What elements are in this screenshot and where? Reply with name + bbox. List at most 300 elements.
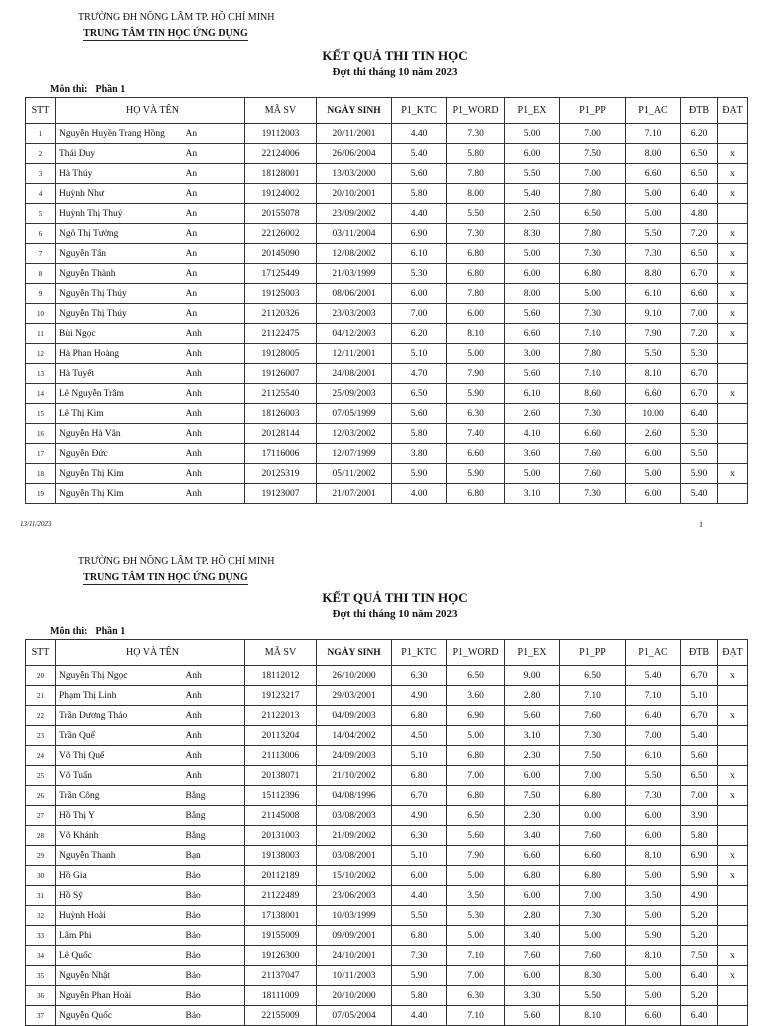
ma-sv-cell: 17138001	[245, 906, 317, 926]
dtb-cell: 6.40	[681, 1006, 718, 1026]
p1-pp-cell: 6.50	[560, 204, 626, 224]
ho-cell: Huỳnh Thị Thuý	[56, 204, 186, 224]
ten-cell: Anh	[186, 726, 245, 746]
center-name: TRUNG TÂM TIN HỌC ỨNG DỤNG	[83, 28, 248, 39]
p1-ex-cell: 3.10	[505, 484, 560, 504]
p1-ac-cell: 7.00	[626, 726, 681, 746]
p1-word-cell: 3.50	[447, 886, 505, 906]
p1-ex-cell: 7.60	[505, 946, 560, 966]
col-p1-word: P1_WORD	[447, 98, 505, 124]
p1-ktc-cell: 4.40	[392, 124, 447, 144]
p1-word-cell: 7.10	[447, 1006, 505, 1026]
ten-cell: An	[186, 224, 245, 244]
stt-cell: 1	[26, 124, 56, 144]
p1-pp-cell: 7.60	[560, 464, 626, 484]
p1-ex-cell: 2.50	[505, 204, 560, 224]
p1-pp-cell: 6.80	[560, 786, 626, 806]
subject-line	[50, 626, 125, 637]
p1-ac-cell: 7.10	[626, 686, 681, 706]
p1-ex-cell: 6.60	[505, 846, 560, 866]
dat-cell	[718, 726, 748, 746]
p1-pp-cell: 8.60	[560, 384, 626, 404]
dat-cell: x	[718, 706, 748, 726]
p1-pp-cell: 7.00	[560, 124, 626, 144]
ma-sv-cell: 22155009	[245, 1006, 317, 1026]
p1-ktc-cell: 3.80	[392, 444, 447, 464]
p1-ex-cell: 2.30	[505, 746, 560, 766]
ma-sv-cell: 18128001	[245, 164, 317, 184]
p1-ac-cell: 6.00	[626, 826, 681, 846]
p1-pp-cell: 7.60	[560, 706, 626, 726]
p1-pp-cell: 7.60	[560, 946, 626, 966]
p1-ktc-cell: 5.60	[392, 404, 447, 424]
ten-cell: Bảo	[186, 986, 245, 1006]
p1-pp-cell: 7.60	[560, 826, 626, 846]
p1-ex-cell: 3.40	[505, 926, 560, 946]
ho-cell: Nguyễn Thị Kim	[56, 464, 186, 484]
dtb-cell: 5.40	[681, 484, 718, 504]
ngay-sinh-cell: 03/11/2004	[317, 224, 392, 244]
p1-pp-cell: 6.60	[560, 846, 626, 866]
table-row	[26, 866, 748, 886]
col-dtb: ĐTB	[681, 640, 718, 666]
p1-ac-cell: 5.00	[626, 966, 681, 986]
ngay-sinh-cell: 26/06/2004	[317, 144, 392, 164]
ma-sv-cell: 20112189	[245, 866, 317, 886]
col-dtb: ĐTB	[681, 98, 718, 124]
p1-pp-cell: 7.30	[560, 304, 626, 324]
p1-word-cell: 6.30	[447, 986, 505, 1006]
p1-word-cell: 5.60	[447, 826, 505, 846]
p1-ac-cell: 5.90	[626, 926, 681, 946]
ngay-sinh-cell: 24/09/2003	[317, 746, 392, 766]
ngay-sinh-cell: 21/10/2002	[317, 766, 392, 786]
p1-ex-cell: 2.80	[505, 686, 560, 706]
stt-cell: 3	[26, 164, 56, 184]
p1-ex-cell: 6.00	[505, 886, 560, 906]
ho-cell: Nguyễn Quốc	[56, 1006, 186, 1026]
ten-cell: Anh	[186, 686, 245, 706]
p1-pp-cell: 5.50	[560, 986, 626, 1006]
p1-word-cell: 6.00	[447, 304, 505, 324]
ho-cell: Hồ Thị Y	[56, 806, 186, 826]
ma-sv-cell: 18111009	[245, 986, 317, 1006]
ma-sv-cell: 21120326	[245, 304, 317, 324]
p1-ktc-cell: 7.00	[392, 304, 447, 324]
ten-cell: Anh	[186, 746, 245, 766]
dtb-cell: 7.00	[681, 304, 718, 324]
p1-ktc-cell: 5.80	[392, 986, 447, 1006]
ngay-sinh-cell: 14/04/2002	[317, 726, 392, 746]
p1-ac-cell: 6.10	[626, 746, 681, 766]
p1-pp-cell: 5.00	[560, 284, 626, 304]
p1-ktc-cell: 6.90	[392, 224, 447, 244]
dtb-cell: 6.70	[681, 264, 718, 284]
p1-ac-cell: 8.10	[626, 364, 681, 384]
col-ma-sv: MÃ SV	[245, 640, 317, 666]
ten-cell: An	[186, 264, 245, 284]
ma-sv-cell: 19125003	[245, 284, 317, 304]
p1-ex-cell: 5.60	[505, 304, 560, 324]
ho-cell: Nguyễn Phan Hoài	[56, 986, 186, 1006]
p1-ac-cell: 10.00	[626, 404, 681, 424]
col-dat: ĐẠT	[718, 98, 748, 124]
institution-header	[78, 12, 275, 41]
stt-cell: 15	[26, 404, 56, 424]
ho-cell: Phạm Thị Linh	[56, 686, 186, 706]
p1-word-cell: 6.90	[447, 706, 505, 726]
ngay-sinh-cell: 10/03/1999	[317, 906, 392, 926]
p1-ktc-cell: 7.30	[392, 946, 447, 966]
stt-cell: 12	[26, 344, 56, 364]
ngay-sinh-cell: 08/06/2001	[317, 284, 392, 304]
p1-word-cell: 8.00	[447, 184, 505, 204]
stt-cell: 16	[26, 424, 56, 444]
p1-ex-cell: 5.00	[505, 124, 560, 144]
ho-cell: Trần Công	[56, 786, 186, 806]
ten-cell: Anh	[186, 324, 245, 344]
ma-sv-cell: 19112003	[245, 124, 317, 144]
dat-cell	[718, 364, 748, 384]
p1-ktc-cell: 5.30	[392, 264, 447, 284]
ho-cell: Huỳnh Như	[56, 184, 186, 204]
col-stt: STT	[26, 640, 56, 666]
ma-sv-cell: 21113006	[245, 746, 317, 766]
p1-ktc-cell: 4.90	[392, 686, 447, 706]
ngay-sinh-cell: 21/07/2001	[317, 484, 392, 504]
p1-pp-cell: 7.30	[560, 404, 626, 424]
p1-pp-cell: 7.30	[560, 906, 626, 926]
dat-cell	[718, 986, 748, 1006]
ho-cell: Nguyễn Thành	[56, 264, 186, 284]
dat-cell: x	[718, 766, 748, 786]
p1-word-cell: 5.00	[447, 926, 505, 946]
stt-cell: 19	[26, 484, 56, 504]
p1-pp-cell: 7.10	[560, 364, 626, 384]
p1-word-cell: 7.30	[447, 224, 505, 244]
report-title: KẾT QUẢ THI TIN HỌC	[322, 48, 468, 63]
p1-pp-cell: 7.30	[560, 484, 626, 504]
stt-cell: 31	[26, 886, 56, 906]
dat-cell	[718, 886, 748, 906]
dat-cell: x	[718, 304, 748, 324]
stt-cell: 23	[26, 726, 56, 746]
ngay-sinh-cell: 29/03/2001	[317, 686, 392, 706]
p1-ktc-cell: 5.80	[392, 424, 447, 444]
p1-ktc-cell: 5.10	[392, 846, 447, 866]
ngay-sinh-cell: 09/09/2001	[317, 926, 392, 946]
p1-ex-cell: 5.60	[505, 1006, 560, 1026]
p1-ex-cell: 6.10	[505, 384, 560, 404]
stt-cell: 6	[26, 224, 56, 244]
p1-ac-cell: 6.10	[626, 284, 681, 304]
p1-word-cell: 5.90	[447, 384, 505, 404]
p1-ac-cell: 5.50	[626, 344, 681, 364]
ngay-sinh-cell: 20/10/2001	[317, 184, 392, 204]
p1-pp-cell: 7.80	[560, 184, 626, 204]
p1-pp-cell: 7.10	[560, 324, 626, 344]
p1-ac-cell: 3.50	[626, 886, 681, 906]
p1-ex-cell: 6.60	[505, 324, 560, 344]
col-p1-word: P1_WORD	[447, 640, 505, 666]
table-row	[26, 484, 748, 504]
ma-sv-cell: 19138003	[245, 846, 317, 866]
p1-pp-cell: 7.30	[560, 244, 626, 264]
ten-cell: Bằng	[186, 826, 245, 846]
dat-cell: x	[718, 846, 748, 866]
ho-cell: Lê Nguyễn Trâm	[56, 384, 186, 404]
table-row	[26, 404, 748, 424]
p1-ktc-cell: 6.50	[392, 384, 447, 404]
ten-cell: Anh	[186, 666, 245, 686]
p1-word-cell: 5.80	[447, 144, 505, 164]
stt-cell: 4	[26, 184, 56, 204]
col-p1-pp: P1_PP	[560, 98, 626, 124]
ma-sv-cell: 21122013	[245, 706, 317, 726]
ma-sv-cell: 20131003	[245, 826, 317, 846]
table-row	[26, 846, 748, 866]
ngay-sinh-cell: 23/03/2003	[317, 304, 392, 324]
ten-cell: An	[186, 304, 245, 324]
ho-cell: Hà Thúy	[56, 164, 186, 184]
p1-word-cell: 6.80	[447, 484, 505, 504]
table-row	[26, 946, 748, 966]
table-row	[26, 384, 748, 404]
p1-ex-cell: 2.30	[505, 806, 560, 826]
dat-cell: x	[718, 324, 748, 344]
dat-cell	[718, 746, 748, 766]
dtb-cell: 5.50	[681, 444, 718, 464]
stt-cell: 18	[26, 464, 56, 484]
report-title: KẾT QUẢ THI TIN HỌC	[322, 590, 468, 605]
p1-word-cell: 7.80	[447, 284, 505, 304]
ten-cell: Bảo	[186, 926, 245, 946]
dat-cell	[718, 204, 748, 224]
dat-cell: x	[718, 284, 748, 304]
p1-ac-cell: 2.60	[626, 424, 681, 444]
p1-word-cell: 6.80	[447, 264, 505, 284]
table-row	[26, 344, 748, 364]
stt-cell: 37	[26, 1006, 56, 1026]
dtb-cell: 5.20	[681, 906, 718, 926]
p1-word-cell: 5.00	[447, 344, 505, 364]
dat-cell: x	[718, 224, 748, 244]
dat-cell: x	[718, 184, 748, 204]
dat-cell: x	[718, 264, 748, 284]
stt-cell: 29	[26, 846, 56, 866]
p1-pp-cell: 6.80	[560, 866, 626, 886]
subject-value: Phần 1	[95, 84, 126, 95]
ngay-sinh-cell: 24/08/2001	[317, 364, 392, 384]
p1-ex-cell: 9.00	[505, 666, 560, 686]
col-ngay-sinh: NGÀY SINH	[317, 640, 392, 666]
stt-cell: 33	[26, 926, 56, 946]
p1-word-cell: 7.10	[447, 946, 505, 966]
p1-ac-cell: 5.40	[626, 666, 681, 686]
ten-cell: Bảo	[186, 946, 245, 966]
table-row	[26, 144, 748, 164]
dtb-cell: 4.80	[681, 204, 718, 224]
p1-ktc-cell: 5.10	[392, 746, 447, 766]
p1-word-cell: 5.90	[447, 464, 505, 484]
table-row	[26, 464, 748, 484]
ngay-sinh-cell: 10/11/2003	[317, 966, 392, 986]
dtb-cell: 6.50	[681, 164, 718, 184]
ten-cell: Bảo	[186, 866, 245, 886]
p1-word-cell: 7.90	[447, 846, 505, 866]
p1-ktc-cell: 5.50	[392, 906, 447, 926]
dtb-cell: 6.50	[681, 244, 718, 264]
p1-word-cell: 5.50	[447, 204, 505, 224]
ho-cell: Nguyễn Thị Kim	[56, 484, 186, 504]
p1-word-cell: 6.50	[447, 666, 505, 686]
report-subtitle: Đợt thi tháng 10 năm 2023	[332, 608, 458, 620]
p1-word-cell: 6.30	[447, 404, 505, 424]
stt-cell: 14	[26, 384, 56, 404]
table-row	[26, 1006, 748, 1026]
ma-sv-cell: 22126002	[245, 224, 317, 244]
table-row	[26, 706, 748, 726]
p1-ex-cell: 7.50	[505, 786, 560, 806]
dat-cell: x	[718, 966, 748, 986]
p1-ktc-cell: 4.40	[392, 886, 447, 906]
dtb-cell: 6.70	[681, 706, 718, 726]
ngay-sinh-cell: 04/09/2003	[317, 706, 392, 726]
dat-cell	[718, 826, 748, 846]
results-table	[25, 97, 748, 504]
ngay-sinh-cell: 04/08/1996	[317, 786, 392, 806]
table-row	[26, 124, 748, 144]
table-row	[26, 786, 748, 806]
ngay-sinh-cell: 15/10/2002	[317, 866, 392, 886]
table-row	[26, 244, 748, 264]
ten-cell: An	[186, 144, 245, 164]
p1-ktc-cell: 6.00	[392, 866, 447, 886]
dat-cell	[718, 484, 748, 504]
stt-cell: 26	[26, 786, 56, 806]
p1-ex-cell: 5.00	[505, 464, 560, 484]
p1-pp-cell: 7.00	[560, 766, 626, 786]
ho-cell: Hồ Gia	[56, 866, 186, 886]
stt-cell: 34	[26, 946, 56, 966]
p1-ex-cell: 6.00	[505, 766, 560, 786]
table-header	[26, 640, 748, 666]
school-name: TRƯỜNG ĐH NÔNG LÂM TP. HỒ CHÍ MINH	[78, 556, 275, 567]
ngay-sinh-cell: 24/10/2001	[317, 946, 392, 966]
p1-word-cell: 5.00	[447, 726, 505, 746]
ma-sv-cell: 17116006	[245, 444, 317, 464]
ten-cell: Anh	[186, 484, 245, 504]
p1-ex-cell: 6.00	[505, 144, 560, 164]
ten-cell: Anh	[186, 344, 245, 364]
p1-ac-cell: 8.80	[626, 264, 681, 284]
p1-word-cell: 6.80	[447, 746, 505, 766]
stt-cell: 36	[26, 986, 56, 1006]
ngay-sinh-cell: 26/10/2000	[317, 666, 392, 686]
table-row	[26, 184, 748, 204]
ten-cell: Anh	[186, 424, 245, 444]
p1-ac-cell: 7.30	[626, 786, 681, 806]
p1-ex-cell: 3.40	[505, 826, 560, 846]
p1-ktc-cell: 5.90	[392, 464, 447, 484]
stt-cell: 21	[26, 686, 56, 706]
p1-ktc-cell: 5.60	[392, 164, 447, 184]
table-row	[26, 746, 748, 766]
ma-sv-cell: 19123007	[245, 484, 317, 504]
p1-ktc-cell: 6.00	[392, 284, 447, 304]
p1-pp-cell: 6.60	[560, 424, 626, 444]
dtb-cell: 5.40	[681, 726, 718, 746]
p1-ex-cell: 5.60	[505, 706, 560, 726]
ho-cell: Nguyễn Tấn	[56, 244, 186, 264]
ten-cell: Bảo	[186, 906, 245, 926]
p1-ac-cell: 8.00	[626, 144, 681, 164]
p1-ktc-cell: 5.80	[392, 184, 447, 204]
p1-ex-cell: 5.40	[505, 184, 560, 204]
dtb-cell: 7.00	[681, 786, 718, 806]
table-header	[26, 98, 748, 124]
ma-sv-cell: 18126003	[245, 404, 317, 424]
col-stt: STT	[26, 98, 56, 124]
ngay-sinh-cell: 12/08/2002	[317, 244, 392, 264]
stt-cell: 22	[26, 706, 56, 726]
subject-label: Môn thi:	[50, 626, 88, 637]
ma-sv-cell: 20125319	[245, 464, 317, 484]
dat-cell: x	[718, 464, 748, 484]
p1-ktc-cell: 4.70	[392, 364, 447, 384]
p1-ex-cell: 2.80	[505, 906, 560, 926]
ngay-sinh-cell: 20/11/2001	[317, 124, 392, 144]
dtb-cell: 6.40	[681, 404, 718, 424]
ngay-sinh-cell: 25/09/2003	[317, 384, 392, 404]
ho-cell: Võ Thị Quế	[56, 746, 186, 766]
ten-cell: Bảo	[186, 1006, 245, 1026]
ten-cell: An	[186, 124, 245, 144]
ma-sv-cell: 22124006	[245, 144, 317, 164]
p1-ktc-cell: 6.10	[392, 244, 447, 264]
col-ho-va-ten: HỌ VÀ TÊN	[56, 640, 245, 666]
p1-ac-cell: 6.00	[626, 484, 681, 504]
ma-sv-cell: 21122489	[245, 886, 317, 906]
ho-cell: Nguyễn Đức	[56, 444, 186, 464]
dtb-cell: 6.70	[681, 384, 718, 404]
dtb-cell: 6.40	[681, 966, 718, 986]
dtb-cell: 6.70	[681, 666, 718, 686]
ma-sv-cell: 19126007	[245, 364, 317, 384]
ten-cell: Anh	[186, 706, 245, 726]
p1-pp-cell: 7.50	[560, 746, 626, 766]
p1-word-cell: 7.80	[447, 164, 505, 184]
stt-cell: 8	[26, 264, 56, 284]
p1-ex-cell: 8.30	[505, 224, 560, 244]
p1-pp-cell: 7.80	[560, 344, 626, 364]
dat-cell	[718, 344, 748, 364]
p1-word-cell: 6.80	[447, 244, 505, 264]
table-row	[26, 726, 748, 746]
col-ho-va-ten: HỌ VÀ TÊN	[56, 98, 245, 124]
ma-sv-cell: 21122475	[245, 324, 317, 344]
ma-sv-cell: 19123217	[245, 686, 317, 706]
p1-word-cell: 6.80	[447, 786, 505, 806]
table-row	[26, 324, 748, 344]
p1-ac-cell: 9.10	[626, 304, 681, 324]
ho-cell: Nguyễn Thị Thúy	[56, 304, 186, 324]
ma-sv-cell: 19124002	[245, 184, 317, 204]
ngay-sinh-cell: 05/11/2002	[317, 464, 392, 484]
ten-cell: Anh	[186, 364, 245, 384]
ho-cell: Hà Tuyết	[56, 364, 186, 384]
p1-ac-cell: 6.60	[626, 164, 681, 184]
